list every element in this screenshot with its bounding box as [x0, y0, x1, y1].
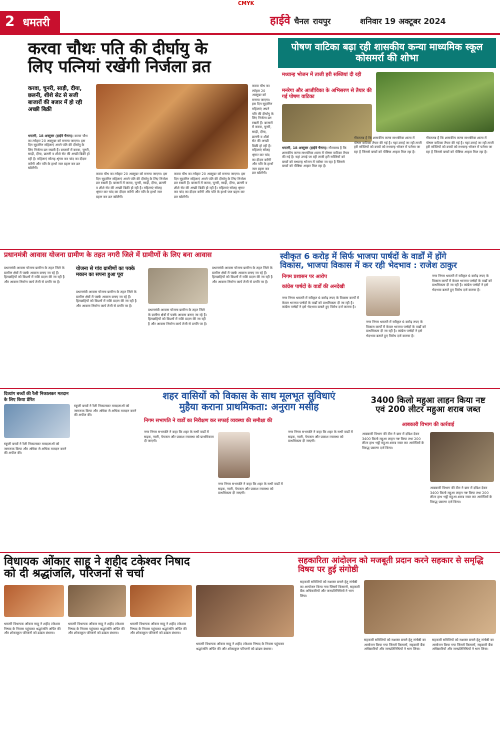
housing-body-col3: प्रधानमंत्री आवास योजना ग्रामीण के तहत जिले के ग्रामीण क्षेत्रों में पक्के आवास बनाए जा रहे हैं। हितग्राहियों को किश्तों में राशि प्रदान की जा रही है और आवास निर्माण कार्य तेजी से प्रगति पर है। [148, 308, 208, 326]
housing-photo [148, 268, 208, 304]
city-dev-portrait [218, 432, 250, 478]
housing-body: प्रधानमंत्री आवास योजना ग्रामीण के तहत जिले के ग्रामीण क्षेत्रों में पक्के आवास बनाए जा रहे हैं। हितग्राहियों को किश्तों में राशि प्रदान की जा रही है और आवास निर्माण कार्य तेजी से प्रगति पर है। [4, 266, 65, 284]
lead-photo [96, 84, 248, 169]
congress-kicker-1: निगम प्रशासन पर आरोप [282, 274, 327, 280]
rally-body-col2: स्कूली बच्चों ने रैली निकालकर मतदाताओं को जागरूक किया और अधिक से अधिक मतदान करने की अपील की। [74, 404, 137, 418]
cmyk-mark: CMYK [238, 1, 255, 7]
mahua-body-col2: आबकारी विभाग की टीम ने ग्राम में दबिश देकर 3400 किलो महुआ लाहन नष्ट किया तथा 200 लीटर हाथ भट्ठी महुआ शराब जब्त कर आरोपियों के विरुद्ध प्रकरण दर्ज किया। [430, 486, 493, 504]
city-dev-body-col3: नगर निगम सभापति ने कहा कि शहर के सभी वार्डों में सड़क, नाली, पेयजल और प्रकाश व्यवस्था को प्राथमिकता दी जाएगी। [288, 430, 353, 444]
top-strip [0, 0, 500, 10]
mahua-kicker: आबकारी विभाग की कार्रवाई [401, 422, 455, 428]
congress-body-col2: नगर निगम धमतरी में स्वीकृत 6 करोड़ रुपए के विकास कार्यों में केवल भाजपा पार्षदों के वार्डों को प्राथमिकता दी जा रही है। कांग्रेस पार्षदों ने इसे भेदभाव बताते हुए विरोध दर्ज कराया है। [366, 320, 426, 338]
city-dev-headline: शहर वासियों को विकास के साथ मूलभूत सुविधाएं मुहैया कराना प्राथमिकता: अनुराग मसीह [162, 391, 336, 413]
divider-3 [0, 552, 500, 553]
poshan-body-col2: गौरतलब है कि शासकीय कन्या माध्यमिक शाला में पोषण वाटिका तैयार की गई है। यहां उगाई जा रही ताजी हरी सब्जियों को बच्चों को मध्यान्ह भोजन में परोसा जा रहा है जिससे बच्चों को पौष्टिक आहार मिल रहा है। [354, 136, 422, 154]
tribute-body-col2: धमतरी विधायक ओंकार साहू ने शहीद टकेश्वर निषाद के निवास पहुंचकर श्रद्धांजलि अर्पित की और शोकाकुल परिजनों को ढांढस बंधाया। [68, 622, 125, 636]
tribute-body-col3: धमतरी विधायक ओंकार साहू ने शहीद टकेश्वर निषाद के निवास पहुंचकर श्रद्धांजलि अर्पित की और शोकाकुल परिजनों को ढांढस बंधाया। [130, 622, 187, 636]
tribute-body-col4: धमतरी विधायक ओंकार साहू ने शहीद टकेश्वर निषाद के निवास पहुंचकर श्रद्धांजलि अर्पित की और शोकाकुल परिजनों को ढांढस बंधाया। [196, 642, 285, 651]
lead-body-col2: करवा चौथ का त्योहार 20 अक्टूबर को मनाया जाएगा। इस दिन सुहागिन महिलाएं अपने पति की दीर्घायु के लिए निर्जला व्रत रखती हैं। बाजारों में करवा, चुनरी, साड़ी, दीया, छलनी व शीशे सेट की अच्छी बिक्री हो रही है। महिलाएं सोलह श्रृंगार कर चांद का दीदार करेंगी और पति के हाथों जल ग्रहण कर व्रत खोलेंगी। [96, 172, 168, 199]
tribute-photo-2 [68, 585, 126, 617]
congress-headline: स्वीकृत 6 करोड़ में सिर्फ भाजपा पार्षदों के वार्डों में होंगे विकास, भाजपा विकास में कर रही भेदभाव : राजेश ठाकुर [280, 251, 457, 271]
housing-kicker: योजना से गांव ग्रामीणों का पक्के मकान का सपना हुआ पूरा [76, 266, 135, 278]
page-number-tab [0, 11, 60, 33]
divider-2 [0, 388, 500, 389]
road-body-col2: सहकारी समितियों को सशक्त बनाने हेतु संगोष्ठी का आयोजन किया गया जिसमें किसानों, सहकारी बैंक अधिकारियों और जनप्रतिनिधियों ने भाग लिया। [364, 638, 426, 652]
tribute-headline: विधायक ओंकार साहू ने शहीद टकेश्वर निषाद को दी श्रद्धांजलि, परिजनों से चर्चा [4, 555, 190, 581]
road-photo [364, 580, 496, 634]
congress-kicker-2: कांग्रेस पार्षदों के वार्डों की अनदेखी [282, 284, 345, 290]
mahua-body: आबकारी विभाग की टीम ने ग्राम में दबिश देकर 3400 किलो महुआ लाहन नष्ट किया तथा 200 लीटर हाथ भट्ठी महुआ शराब जब्त कर आरोपियों के विरुद्ध प्रकरण दर्ज किया। [362, 432, 425, 450]
poshan-kicker-1: मध्यान्ह भोजन में ताजी हरी सब्जियां दी रही [282, 72, 362, 78]
congress-body-col3: नगर निगम धमतरी में स्वीकृत 6 करोड़ रुपए के विकास कार्यों में केवल भाजपा पार्षदों के वार्डों को प्राथमिकता दी जा रही है। कांग्रेस पार्षदों ने इसे भेदभाव बताते हुए विरोध दर्ज कराया है। [432, 274, 492, 292]
road-body: सहकारी समितियों को सशक्त बनाने हेतु संगोष्ठी का आयोजन किया गया जिसमें किसानों, सहकारी बैंक अधिकारियों और जनप्रतिनिधियों ने भाग लिया। [300, 580, 360, 598]
city-dev-body: नगर निगम सभापति ने कहा कि शहर के सभी वार्डों में सड़क, नाली, पेयजल और प्रकाश व्यवस्था को प्राथमिकता दी जाएगी। [144, 430, 214, 444]
poshan-body: धमतरी, 18 अक्टूबर (हाईवे चैनल)। गौरतलब है कि शासकीय कन्या माध्यमिक शाला में पोषण वाटिका तैयार की गई है। यहां उगाई जा रही ताजी हरी सब्जियों को बच्चों को मध्यान्ह भोजन में परोसा जा रहा है जिससे बच्चों को पौष्टिक आहार मिल रहा है। [282, 146, 350, 169]
housing-body-col2: प्रधानमंत्री आवास योजना ग्रामीण के तहत जिले के ग्रामीण क्षेत्रों में पक्के आवास बनाए जा रहे हैं। हितग्राहियों को किश्तों में राशि प्रदान की जा रही है और आवास निर्माण कार्य तेजी से प्रगति पर है। [76, 290, 137, 308]
poshan-photo-1 [376, 72, 494, 132]
lead-body-col3: करवा चौथ का त्योहार 20 अक्टूबर को मनाया जाएगा। इस दिन सुहागिन महिलाएं अपने पति की दीर्घायु के लिए निर्जला व्रत रखती हैं। बाजारों में करवा, चुनरी, साड़ी, दीया, छलनी व शीशे सेट की अच्छी बिक्री हो रही है। महिलाएं सोलह श्रृंगार कर चांद का दीदार करेंगी और पति के हाथों जल ग्रहण कर व्रत खोलेंगी। [174, 172, 248, 199]
poshan-headline: पोषण वाटिका बढ़ा रही शासकीय कन्या माध्यमिक स्कूल कोसमर्रा की शोभा [278, 38, 496, 68]
lead-kicker: करवा, चुनरी, साड़ी, दीया, छलनी, शीशे सेट से सजी बाजारों की बजार में हो रही अच्छी बिक्री [28, 86, 83, 113]
masthead [0, 11, 500, 35]
divider-1 [0, 249, 500, 250]
lead-body-col4: करवा चौथ का त्योहार 20 अक्टूबर को मनाया जाएगा। इस दिन सुहागिन महिलाएं अपने पति की दीर्घायु के लिए निर्जला व्रत रखती हैं। बाजारों में करवा, चुनरी, साड़ी, दीया, छलनी व शीशे सेट की अच्छी बिक्री हो रही है। महिलाएं सोलह श्रृंगार कर चांद का दीदार करेंगी और पति के हाथों जल ग्रहण कर व्रत खोलेंगी। [252, 84, 274, 176]
mahua-photo [430, 432, 494, 482]
tribute-body: धमतरी विधायक ओंकार साहू ने शहीद टकेश्वर निषाद के निवास पहुंचकर श्रद्धांजलि अर्पित की और शोकाकुल परिजनों को ढांढस बंधाया। [4, 622, 61, 636]
tribute-photo-4 [196, 585, 294, 637]
housing-body-col4: प्रधानमंत्री आवास योजना ग्रामीण के तहत जिले के ग्रामीण क्षेत्रों में पक्के आवास बनाए जा रहे हैं। हितग्राहियों को किश्तों में राशि प्रदान की जा रही है और आवास निर्माण कार्य तेजी से प्रगति पर है। [212, 266, 273, 284]
lead-body: धमतरी, 18 अक्टूबर (हाईवे चैनल)। करवा चौथ का त्योहार 20 अक्टूबर को मनाया जाएगा। इस दिन सुहागिन महिलाएं अपने पति की दीर्घायु के लिए निर्जला व्रत रखती हैं। बाजारों में करवा, चुनरी, साड़ी, दीया, छलनी व शीशे सेट की अच्छी बिक्री हो रही है। महिलाएं सोलह श्रृंगार कर चांद का दीदार करेंगी और पति के हाथों जल ग्रहण कर व्रत खोलेंगी। [28, 134, 90, 171]
issue-date: शनिवार 19 अक्टूबर 2024 [360, 17, 446, 26]
city-dev-kicker: निगम सभापति ने वार्डों का निरीक्षण कर सफाई व्यवस्था की समीक्षा की [144, 418, 273, 424]
tribute-photo-1 [4, 585, 64, 617]
poshan-body-col3: गौरतलब है कि शासकीय कन्या माध्यमिक शाला में पोषण वाटिका तैयार की गई है। यहां उगाई जा रही ताजी हरी सब्जियों को बच्चों को मध्यान्ह भोजन में परोसा जा रहा है जिससे बच्चों को पौष्टिक आहार मिल रहा है। [426, 136, 494, 154]
congress-portrait [366, 276, 400, 316]
mahua-headline: 3400 किलो महुआ लाहन किया नष्ट एवं 200 लीटर महुआ शराब जब्त [370, 395, 486, 415]
lead-headline: करवा चौथः पति की दीर्घायु के लिए पत्नियां रखेंगी निर्जला व्रत [28, 39, 211, 77]
tribute-photo-3 [130, 585, 192, 617]
road-body-col3: सहकारी समितियों को सशक्त बनाने हेतु संगोष्ठी का आयोजन किया गया जिसमें किसानों, सहकारी बैंक अधिकारियों और जनप्रतिनिधियों ने भाग लिया। [432, 638, 494, 652]
poshan-kicker-2: मनरेगा और आजीविका के अभिसरण से तैयार की गई पोषण वाटिका [282, 88, 372, 100]
housing-headline: प्रधानमंत्री आवास योजना ग्रामीण के तहत नगरी जिले में ग्रामीणों के लिए बना आवास [4, 251, 212, 259]
brand-logo: हाईवे चैनल रायपुर [270, 14, 331, 27]
congress-body: नगर निगम धमतरी में स्वीकृत 6 करोड़ रुपए के विकास कार्यों में केवल भाजपा पार्षदों के वार्डों को प्राथमिकता दी जा रही है। कांग्रेस पार्षदों ने इसे भेदभाव बताते हुए विरोध दर्ज कराया है। [282, 296, 359, 310]
rally-kicker: दिव्यांग बच्चों की रैली निकालकर मतदान के लिए किया प्रेरित [4, 392, 69, 403]
road-headline: सहकारिता आंदोलन को मजबूती प्रदान करने सहकार से समृद्धि विषय पर हुई संगोष्ठी [298, 555, 484, 575]
page-number: 2 [5, 14, 15, 30]
city-name: धमतरी [22, 15, 50, 29]
rally-body: स्कूली बच्चों ने रैली निकालकर मतदाताओं को जागरूक किया और अधिक से अधिक मतदान करने की अपील की। [4, 442, 67, 456]
rally-photo [4, 404, 70, 438]
city-dev-body-col2: नगर निगम सभापति ने कहा कि शहर के सभी वार्डों में सड़क, नाली, पेयजल और प्रकाश व्यवस्था को प्राथमिकता दी जाएगी। [218, 482, 283, 496]
